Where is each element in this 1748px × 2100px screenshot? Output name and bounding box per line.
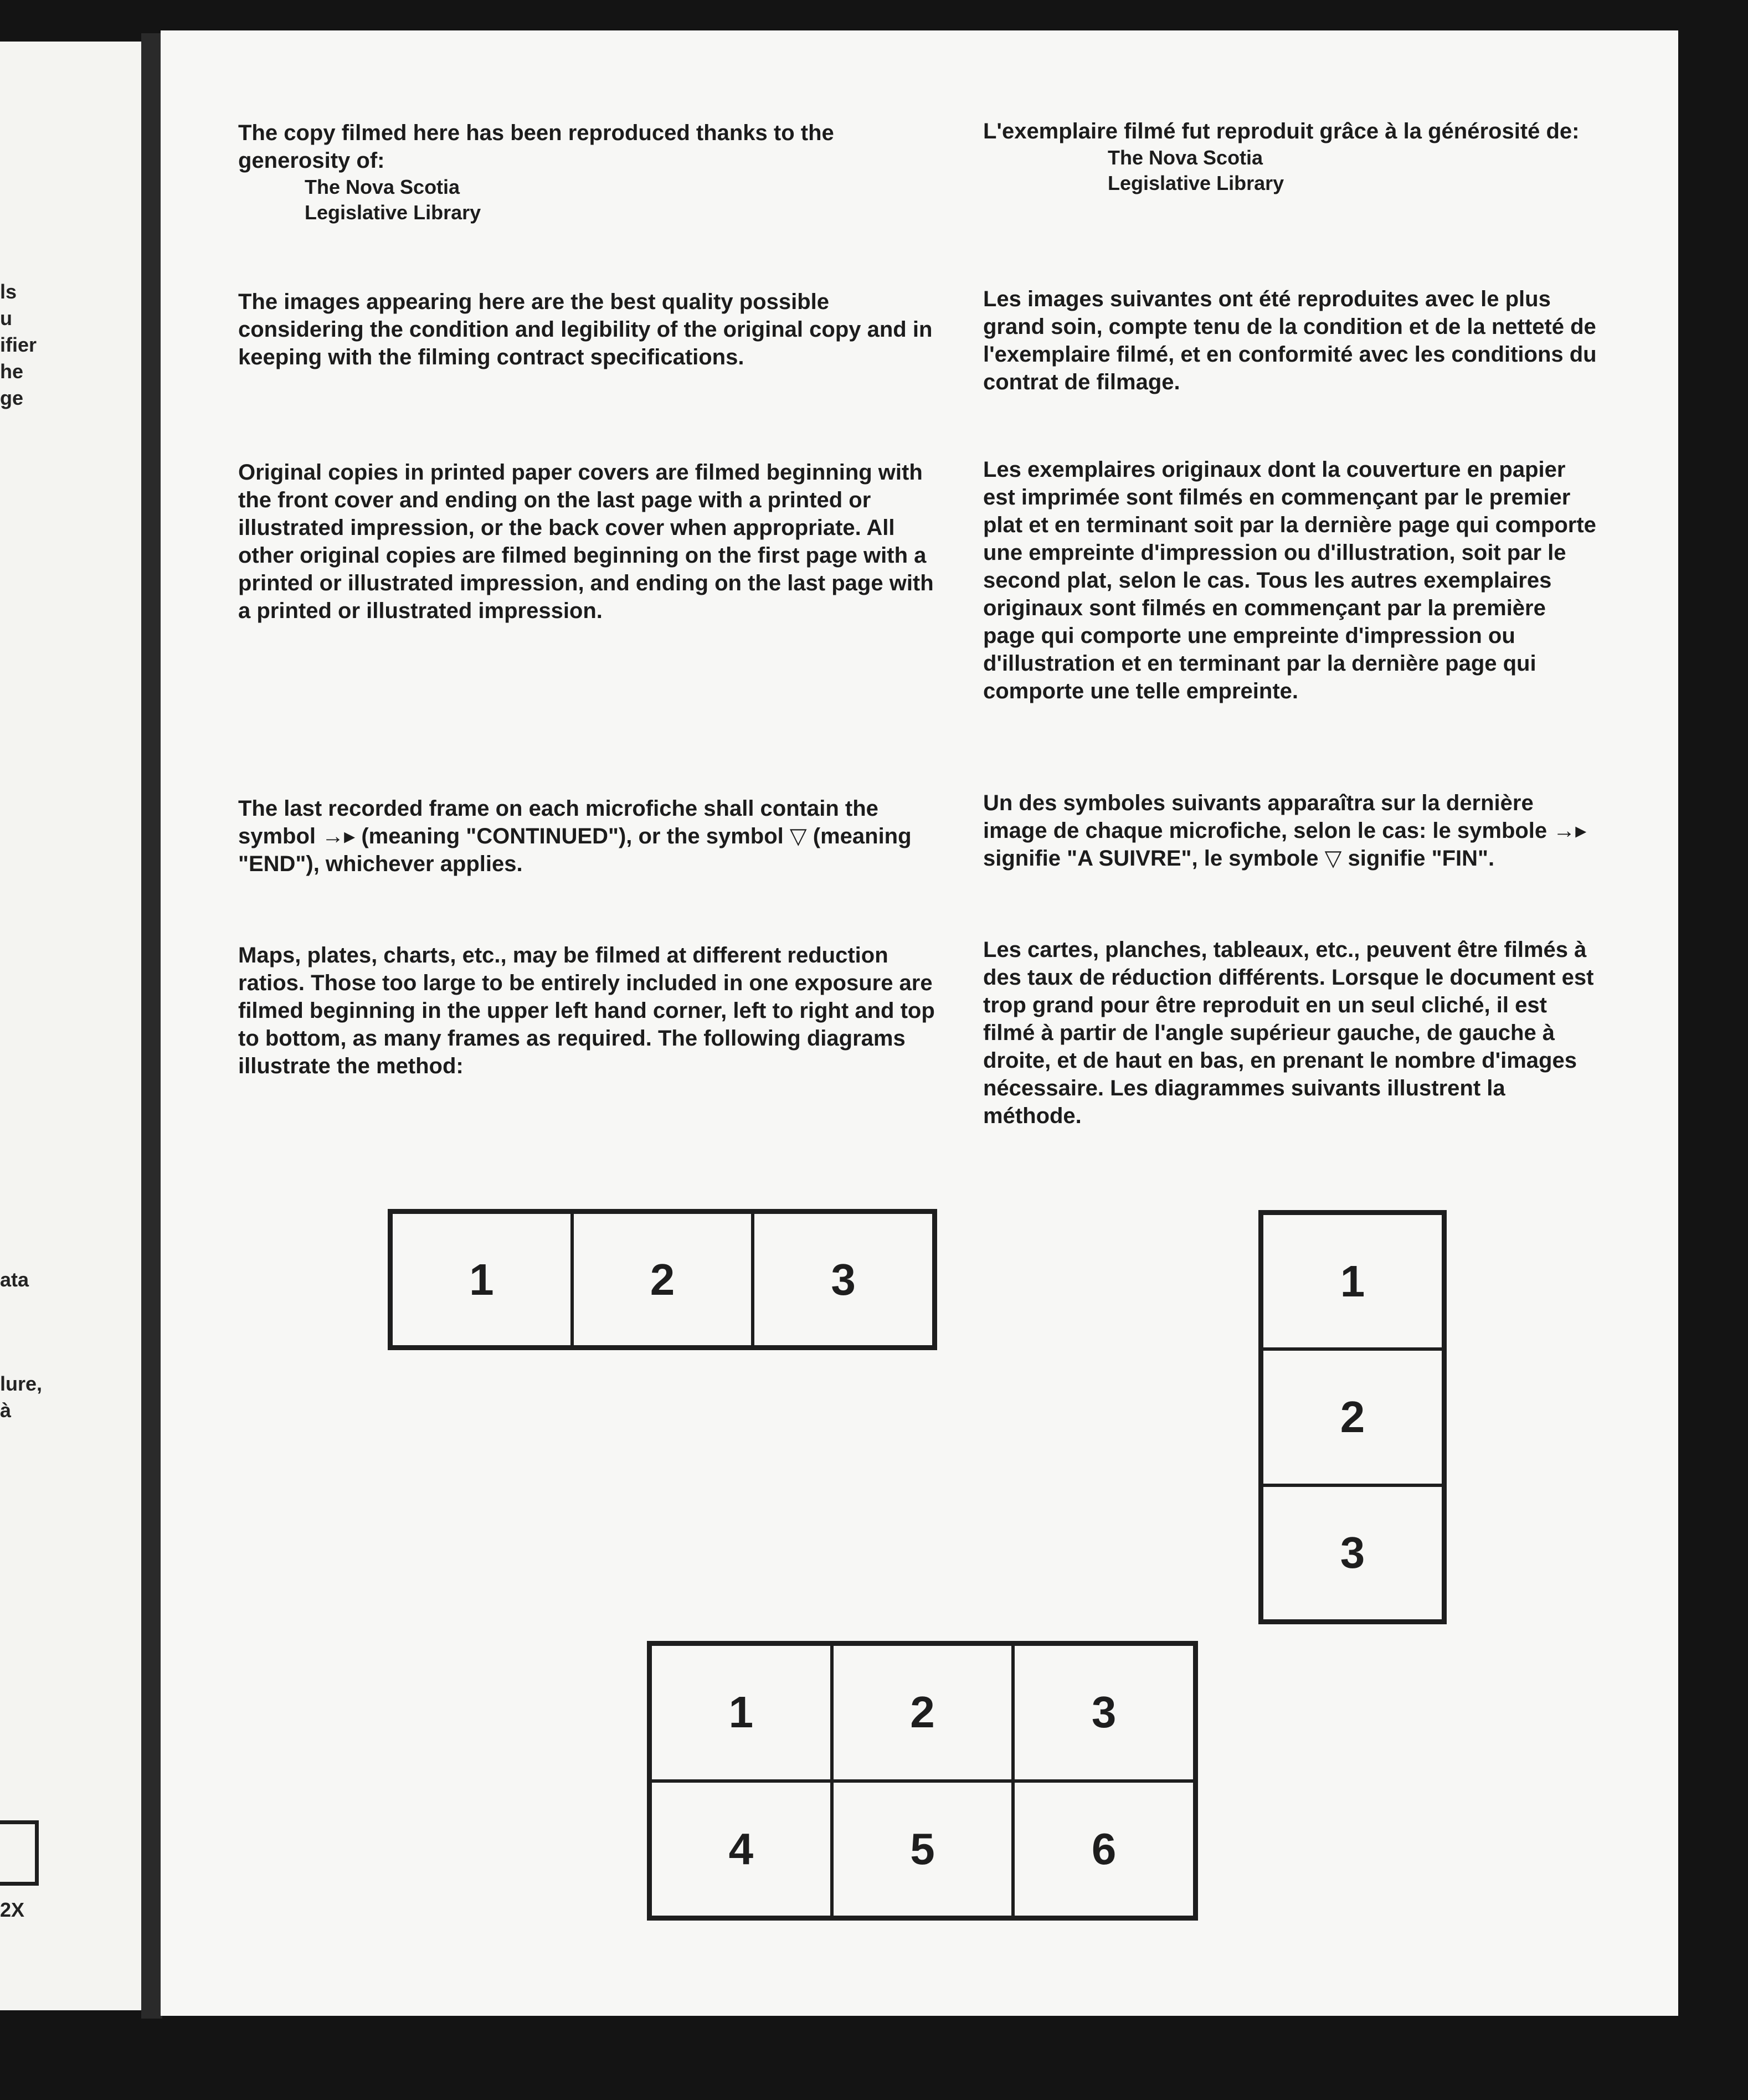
frame-cell: 3	[1262, 1485, 1443, 1621]
frame-cell: 2	[832, 1644, 1014, 1781]
facing-page-fragment: ls	[0, 280, 17, 303]
french-original-copies: Les exemplaires originaux dont la couverture en papier est imprimée sont filmés en commençant par le premier plat et en terminant soit par la dernière page qui comporte une empreinte d'impression ou d'illustration, soit par le second plat, selon le cas. Tous les autres exemplaires originaux sont filmés en commençant par la première page qui comporte une empreinte d'impression ou d'illustration et en terminant par la dernière page qui comporte une telle empreinte.	[983, 457, 1596, 703]
english-maps: Maps, plates, charts, etc., may be filmed at different reduction ratios. Those too large to be entirely included in one exposure are filmed beginning in the upper left hand corner, left to right and top to bottom, as many frames as required. The following diagrams illustrate the method:	[238, 943, 935, 1078]
frame-cell: 2	[1262, 1349, 1443, 1485]
english-library-line1: The Nova Scotia	[305, 176, 460, 198]
facing-page-fragment: u	[0, 307, 12, 330]
vertical-frame-diagram	[1258, 1210, 1447, 1624]
english-images-quality: The images appearing here are the best quality possible considering the condition and legibility of the original copy and in keeping with the filming contract specifications.	[238, 290, 933, 369]
facing-page-fragment: he	[0, 360, 24, 383]
frame-cell: 6	[1013, 1781, 1195, 1918]
frame-cell: 1	[1262, 1213, 1443, 1349]
english-credit-intro: The copy filmed here has been reproduced thanks to the generosity of:	[238, 121, 834, 173]
facing-page-fragment: 2X	[0, 1898, 25, 1921]
french-symbols: Un des symboles suivants apparaîtra sur la dernière image de chaque microfiche, selon le cas: le symbole →▸ signifie "A SUIVRE", le symbole ▽ signifie "FIN".	[983, 791, 1587, 871]
facing-page-fragment: ata	[0, 1268, 29, 1291]
grid-frame-diagram	[647, 1641, 1198, 1921]
frame-cell: 3	[753, 1212, 934, 1347]
french-credit-intro: L'exemplaire filmé fut reproduit grâce à la générosité de:	[983, 119, 1580, 143]
english-original-copies: Original copies in printed paper covers are filmed beginning with the front cover and ending on the last page with a printed or illustrated impression, or the back cover when appropriate. All other original copies are filmed beginning on the first page with a printed or illustrated impression, and ending on the last page with a printed or illustrated impression.	[238, 460, 934, 623]
frame-cell: 3	[1013, 1644, 1195, 1781]
french-images-quality: Les images suivantes ont été reproduites avec le plus grand soin, compte tenu de la condition et de la netteté de l'exemplaire filmé, et en conformité avec les conditions du contrat de filmage.	[983, 287, 1597, 394]
frame-cell: 5	[832, 1781, 1014, 1918]
facing-page-edge	[0, 42, 141, 2010]
french-maps: Les cartes, planches, tableaux, etc., peuvent être filmés à des taux de réduction différents. Lorsque le document est trop grand pour être reproduit en un seul cliché, il est filmé à partir de l'angle supérieur gauche, de gauche à droite, et de haut en bas, en prenant le nombre d'images nécessaire. Les diagrammes suivants illustrent la méthode.	[983, 938, 1594, 1128]
french-column	[983, 117, 1603, 196]
french-library-line2: Legislative Library	[1108, 172, 1284, 194]
facing-page-fragment: ifier	[0, 333, 37, 356]
page-gutter	[141, 33, 162, 2019]
frame-cell: 1	[650, 1644, 832, 1781]
horizontal-frame-diagram	[388, 1209, 937, 1350]
frame-cell: 4	[650, 1781, 832, 1918]
french-library-line1: The Nova Scotia	[1108, 146, 1263, 169]
facing-page-fragment: à	[0, 1399, 12, 1422]
facing-page-fragment: ge	[0, 387, 24, 409]
english-last-frame: The last recorded frame on each microfiche shall contain the symbol →▸ (meaning "CONTINUED"), or the symbol ▽ (meaning "END"), whichever applies.	[238, 796, 912, 876]
frame-cell: 1	[391, 1212, 572, 1347]
english-column	[238, 119, 936, 225]
facing-page-diagram-edge	[0, 1820, 39, 1886]
english-library-line2: Legislative Library	[305, 201, 481, 224]
frame-cell: 2	[572, 1212, 753, 1347]
facing-page-fragment: lure,	[0, 1372, 43, 1395]
